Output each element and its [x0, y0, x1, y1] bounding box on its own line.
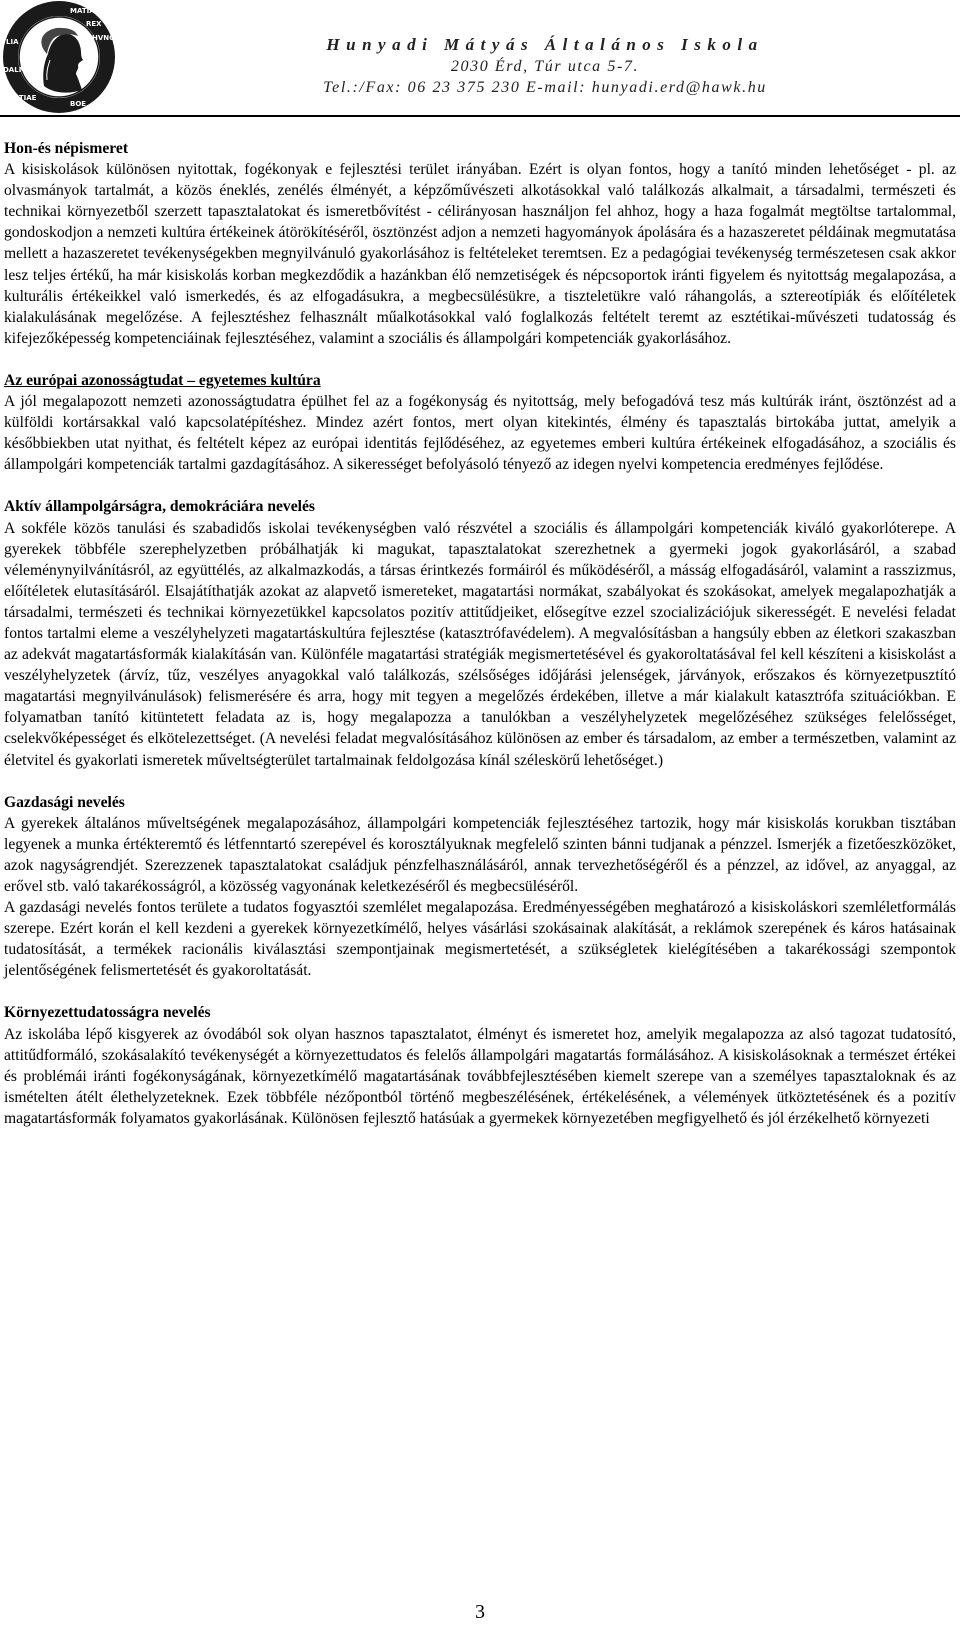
- svg-text:BOE: BOE: [70, 100, 87, 108]
- header-divider: [0, 115, 960, 117]
- section-europai-azonossagtudat: [4, 370, 956, 475]
- section-paragraph: A kisiskolások különösen nyitottak, fogékonyak e fejlesztési terület irányában. Ezért is olyan fontos, hogy a tanító minden lehetőséget - pl. az olvasmányok tartalmát, a közös éneklés, zenélés élményét, a képzőművészeti alkotásokkal való találkozás alkalmait, a társadalmi, természeti és technikai környezetből szerzett tapasztalatokat és ismeretbővítést - célirányosan használjon fel ahhoz, hogy a haza fogalmát megtöltse tartalommal, gondoskodjon a nemzeti kultúra értékeinek átörökítéséről, ösztönzést adjon a nemzeti hagyományok ápolására és a hazaszeretet példáinak megmutatása mellett a hazaszeretet tevékenységekben megnyilvánuló gyakorlásához is feltételeket teremtsen. Ez a pedagógiai tevékenység természetesen csak akkor lesz teljes értékű, ha már kisiskolás korban megkezdődik a hazánkban élő nemzetiségek és népcsoportok iránti figyelem és nyitottság megalapozása, a kulturális értékeikkel való ismerkedés, és az elfogadásukra, a megbecsülésükre, a tiszteletükre való ráhangolás, a sztereotípiák és előítéletek kialakulásának megelőzése. A fejlesztéshez felhasznált műalkotásokkal való foglalkozás feltételt teremt az esztétikai-művészeti tudatosság és kifejezőképesség kompetenciáinak fejlesztéséhez, valamint a szociális és állampolgári kompetenciák gyakorlásához.: [4, 161, 956, 347]
- section-hon-es-nepismeret: [4, 138, 956, 349]
- school-contact-block: [150, 34, 940, 98]
- section-paragraph: A gazdasági nevelés fontos területe a tudatos fogyasztói szemlélet megalapozása. Eredményességében meghatározó a kisiskoláskori szemléletformálás szerepe. Ezért korán el kell kezdeni a gyerekek környezetkímélő, helyes vásárlási szokásainak alakítását, a reklámok szerepének és káros hatásainak tudatosítását, a termékek racionális kiválasztási szempontjainak megismertetését, a szükségletek kielégítésében a takarékossági szempontok jelentőségének felismertetését és gyakoroltatását.: [4, 899, 956, 980]
- section-heading: Hon-és népismeret: [4, 140, 129, 157]
- svg-text:HVNG: HVNG: [92, 34, 115, 42]
- svg-text:DALM: DALM: [3, 66, 26, 74]
- school-logo: [0, 0, 118, 114]
- section-kornyezettudatossag: [4, 1002, 956, 1129]
- svg-text:LIA: LIA: [6, 38, 19, 46]
- section-paragraph: Az iskolába lépő kisgyerek az óvodából sok olyan hasznos tapasztalatot, élményt és ismeretet hoz, amelyik megalapozza az alsó tagozat tudatosító, attitűdformáló, szokásalakító tevékenységét a környezettudatos és felelős állampolgári magatartás formálásához. A kisiskolásoknak a természet értékei és problémái iránti fogékonyságának, környezetkímélő magatartásának továbbfejlesztésében kiemelt szerepe van a személyes tapasztaloknak és az ismételten átélt élethelyzeteknek. Ezek többféle nézőpontból történő megbeszélésének, értékelésének, a vélemények ütköztetésének és a pozitív magatartásformák folyamatos gyakorlásának. Különösen fejlesztő hatásúak a gyermekek környezetében megfigyelhető és jól érzékelhető környezeti: [4, 1025, 956, 1127]
- section-heading: Gazdasági nevelés: [4, 793, 125, 811]
- section-heading: Környezettudatosságra nevelés: [4, 1004, 211, 1022]
- page-header: [0, 0, 960, 118]
- school-address: 2030 Érd, Túr utca 5-7.: [450, 58, 640, 75]
- section-paragraph: A sokféle közös tanulási és szabadidős iskolai tevékenységben való részvétel a szociális és állampolgári kompetenciák kiváló gyakorlóterepe. A gyerekek többféle szerephelyzetben próbálhatják ki magukat, tapasztalatokat szerezhetnek a gyermeki jogok gyakorlásáról, a szabad véleménynyilvánításról, az együttélés, az alkalmazkodás, a társas érintkezés formáiról és működéséről, a másság elfogadásáról, valamint a rasszizmus, előítéletek elutasításáról. Elsajátíthatják azokat az alapvető ismereteket, magatartási normákat, szabályokat és szokásokat, amelyek megalapozhatják a társadalmi, természeti és technikai környezetükkel kapcsolatos pozitív attitűdjeiket, elősegítve ezzel szocializációjuk sikerességét. E nevelési feladat fontos tartalmi eleme a veszélyhelyzeti magatartáskultúra fejlesztése (katasztrófavédelem). A megvalósításban a hangsúly ebben az életkori szakaszban az adekvát magatartásformák kialakításán van. Különféle magatartási stratégiák megismertetésével és gyakoroltatásával fel kell készíteni a kisiskolást a veszélyhelyzetek (árvíz, tűz, veszélyes anyagokkal való találkozás, szélsőséges időjárási jelenségek, járványok, erőszakos és környezetpusztító magatartási megnyilvánulások) felismerésére és arra, hogy mit tegyen a megelőzés érdekében, illetve a már kialakult katasztrófa szituációkban. E folyamatban tanító kitüntetett feladata az is, hogy megalapozza a tanulókban a veszélyhelyzetek megelőzéséhez szükséges felelősséget, cselekvőképességet és elkötelezettséget. (A nevelési feladat megvalósításához különösen az ember és társadalom, az ember a természetben, valamint az életvitel és gyakorlati ismeretek műveltségterület tartalmainak feldolgozása kínál széleskörű lehetőséget.): [4, 519, 956, 769]
- school-contact: Tel.:/Fax: 06 23 375 230 E-mail: hunyadi.erd@hawk.hu: [323, 79, 767, 96]
- document-body: [4, 138, 956, 1150]
- page-number: 3: [475, 1601, 485, 1623]
- king-matthias-portrait-icon: [0, 0, 118, 114]
- section-paragraph: A jól megalapozott nemzeti azonosságtudatra épülhet fel az a fogékonyság és nyitottság, mely befogadóvá tesz más kultúrák iránt, ösztönzést ad a külföldi kortársakkal való kapcsolatépítéshez. Mindez azért fontos, mert olyan kitekintés, élmény és tapasztalás birtokába juttat, amelyik a későbbiekben utat nyithat, és feltételt képez az európai identitás fejlődéséhez, az egyetemes emberi kultúra értékeinek elfogadásához, a szociális és állampolgári kompetenciák tartalmi gazdagításához. A sikerességet befolyásoló tényező az idegen nyelvi kompetencia eredményes fejlődése.: [4, 393, 956, 474]
- section-gazdasagi-neveles: [4, 792, 956, 982]
- school-name: Hunyadi Mátyás Általános Iskola: [326, 35, 764, 54]
- section-aktiv-allampolgarsag: [4, 496, 956, 770]
- svg-text:REX: REX: [86, 20, 102, 28]
- svg-text:MATIAS: MATIAS: [70, 7, 100, 15]
- svg-text:ATIAE: ATIAE: [14, 94, 37, 102]
- section-heading: Az európai azonosságtudat – egyetemes kultúra: [4, 371, 321, 389]
- section-paragraph: A gyerekek általános műveltségének megalapozásához, állampolgári kompetenciák fejlesztéséhez tartozik, hogy már kisiskolás korukban tisztában legyenek a munka értékteremtő és létfenntartó szerepével és korosztályuknak megfelelő szinten bánni tudjanak a pénzzel. Ismerjék a fizetőeszközöket, azok nagyságrendjét. Szerezzenek tapasztalatokat családjuk pénzfelhasználásáról, annak tervezhetőségéről és a pénzzel, az idővel, az anyaggal, az erővel stb. való takarékosságról, a közösség vagyonának keletkezéséről és megbecsüléséről.: [4, 814, 956, 895]
- section-heading: Aktív állampolgárságra, demokráciára nevelés: [4, 498, 315, 516]
